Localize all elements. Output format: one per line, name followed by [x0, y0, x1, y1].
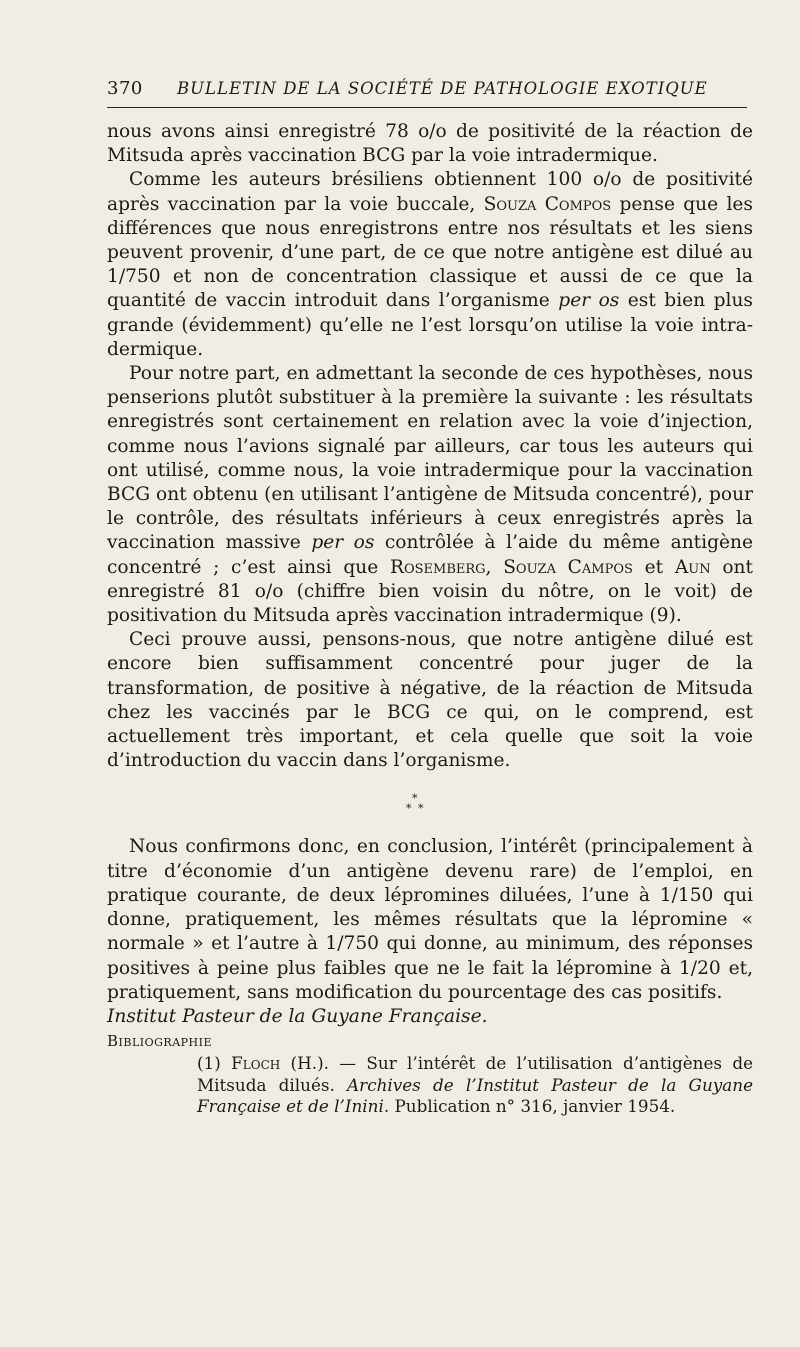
article-body: [107, 120, 753, 1118]
latin-per-os: per os: [558, 290, 620, 312]
paragraph-2: [107, 168, 753, 362]
paragraph-2-text-b: pense que les différences que nous enregistrons entre nos résultats et les siens peuvent provenir, d’une part, de ce que notre antigène est dilué au 1/750 et non de concentration classique et aussi de ce que la quantité de vaccin introduit dans l’organisme: [107, 193, 753, 312]
paragraph-4: Ceci prouve aussi, pensons-nous, que notre antigène dilué est encore bien suffisamment concentré pour juger de la transformation, de positive à négative, de la réaction de Mitsuda chez les vaccinés par le BCG ce qui, on le comprend, est actuellement très important, et cela quelle que soit la voie d’introduction du vaccin dans l’organisme.: [107, 629, 753, 772]
author-name-rosemberg: Rosemberg: [389, 556, 486, 578]
asterism-star-right: *: [418, 802, 424, 816]
paragraph-3-text-a: Pour notre part, en admettant la seconde de ces hypothèses, nous penserions plutôt substituer à la première la suivante : les résultats enregistrés sont certainement en relation avec la voie d’injection, comme nous l’avions signalé par ailleurs, car tous les auteurs qui ont utilisé, comme nous, la voie intradermique pour la vaccination BCG ont obtenu (en utilisant l’antigène de Mitsuda concentré), pour le contrôle, des résultats inférieurs à ceux enregistrés après la vaccination massive: [107, 363, 753, 554]
asterism-star-top: *: [412, 792, 418, 806]
institution-signature: Institut Pasteur de la Guyane Française.: [107, 1005, 488, 1027]
ref-author: Floch (H.).: [231, 1053, 329, 1074]
running-head: BULLETIN DE LA SOCIÉTÉ DE PATHOLOGIE EXOTIQUE: [177, 79, 708, 98]
header-rule: [107, 107, 747, 108]
page-header: [107, 74, 747, 104]
author-name-souza-campos: Souza Campos: [503, 556, 633, 578]
paragraph-2-text-c: est bien plus grande (évidemment) qu’elle ne l’est lorsqu’on utilise la voie intra-dermique.: [107, 290, 753, 360]
author-name-aun: Aun: [674, 556, 711, 578]
separator-1: ,: [485, 556, 504, 578]
bibliography-heading: Bibliographie: [107, 1032, 213, 1051]
page-number: 370: [107, 78, 143, 99]
ref-title: — Sur l’intérêt de l’utilisation d’antigènes de Mitsuda dilués.: [197, 1053, 753, 1095]
asterism: [107, 779, 753, 831]
ref-number: (1): [197, 1053, 221, 1074]
bibliography-entry: [107, 1053, 753, 1118]
paragraph-5: Nous confirmons donc, en conclusion, l’intérêt (principalement à titre d’économie d’un antigène devenu rare) de l’emploi, en pratique courante, de deux lépromines diluées, l’une à 1/150 qui donne, pratiquement, les mêmes résultats que la lépromine « normale » et l’autre à 1/750 qui donne, au minimum, des réponses positives à peine plus faibles que ne le fait la lépromine à 1/20 et, pratiquement, sans modification du pourcentage des cas positifs.: [107, 836, 753, 1003]
ref-journal: Archives de l’Institut Pasteur de la Guyane Française et de l’Inini.: [197, 1074, 753, 1117]
paragraph-2-text-a: Comme les auteurs brésiliens obtiennent 100 o/o de positivité après vaccination par la voie buccale,: [107, 169, 753, 215]
asterism-star-left: *: [406, 802, 412, 816]
paragraph-1: nous avons ainsi enregistré 78 o/o de positivité de la réaction de Mitsuda après vaccination BCG par la voie intradermique.: [107, 121, 753, 167]
ref-publication: Publication n° 316, janvier 1954.: [389, 1096, 676, 1117]
paragraph-3: [107, 362, 753, 628]
latin-per-os-2: per os: [311, 532, 375, 554]
paragraph-3-text-b: contrôlée à l’aide du même antigène concentré ; c’est ainsi que: [107, 532, 753, 578]
paragraph-3-text-c: ont enregistré 81 o/o (chiffre bien voisin du nôtre, on le voit) de positivation du Mitsuda après vaccination intradermique (9).: [107, 556, 753, 627]
separator-2: et: [632, 556, 675, 578]
author-name-souza-compos: Souza Compos: [483, 193, 612, 215]
